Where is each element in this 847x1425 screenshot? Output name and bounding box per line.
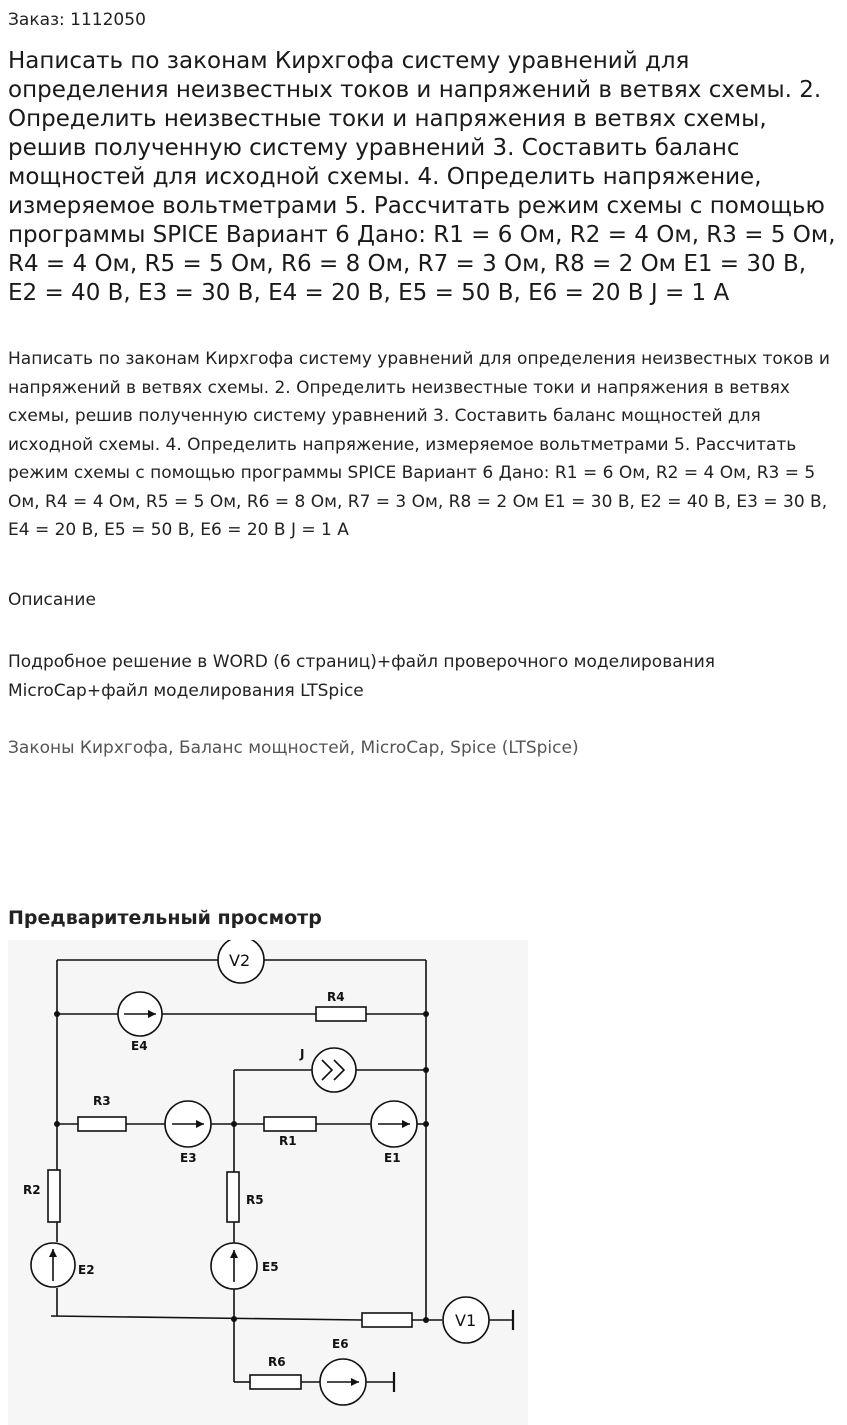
tags-line: Законы Кирхгофа, Баланс мощностей, MicroCap, Spice (LTSpice) [8,738,579,758]
label-v2: V2 [229,951,251,970]
page-title: Написать по законам Кирхгофа систему уравнений для определения неизвестных токов и напряжений в ветвях схемы. 2. Определить неизвестные токи и напряжения в ветвях схемы, решив полученную систему уравнений 3. Составить баланс мощностей для исходной схемы. 4. Определить напряжение, измеряемое вольтметрами 5. Рассчитать режим схемы с помощью программы SPICE Вариант 6 Дано: R1 = 6 Ом, R2 = 4 Ом, R3 = 5 Ом, R4 = 4 Ом, R5 = 5 Ом, R6 = 8 Ом, R7 = 3 Ом, R8 = 2 Ом E1 = 30 В, E2 = 40 В, E3 = 30 В, E4 = 20 В, E5 = 50 В, E6 = 20 В J = 1 А [8,48,836,306]
label-j: J [300,1047,305,1061]
label-r5: R5 [246,1193,264,1207]
label-e5: E5 [262,1260,279,1274]
label-v1: V1 [455,1311,477,1330]
label-e4: E4 [131,1039,148,1053]
label-r6: R6 [268,1355,286,1369]
description-heading: Описание [8,590,96,610]
label-r1: R1 [279,1134,297,1148]
label-r4: R4 [327,990,345,1004]
label-e3: E3 [180,1151,197,1165]
label-e1: E1 [384,1151,401,1165]
circuit-preview-image [8,940,528,1425]
lead-text: Написать по законам Кирхгофа систему уравнений для определения неизвестных токов и напряжений в ветвях схемы. 2. Определить неизвестные токи и напряжения в ветвях схемы, решив полученную систему уравнений 3. Составить баланс мощностей для исходной схемы. 4. Определить напряжение, измеряемое вольтметрами 5. Рассчитать режим схемы с помощью программы SPICE Вариант 6 Дано: R1 = 6 Ом, R2 = 4 Ом, R3 = 5 Ом, R4 = 4 Ом, R5 = 5 Ом, R6 = 8 Ом, R7 = 3 Ом, R8 = 2 Ом E1 = 30 В, E2 = 40 В, E3 = 30 В, E4 = 20 В, E5 = 50 В, E6 = 20 В J = 1 А [8,349,830,540]
label-e6: E6 [332,1337,349,1351]
circuit-diagram [8,940,528,1425]
preview-heading: Предварительный просмотр [8,907,322,929]
description-text: Подробное решение в WORD (6 страниц)+файл проверочного моделирования MicroCap+файл моделирования LTSpice [8,652,716,701]
label-r3: R3 [93,1094,111,1108]
order-number: Заказ: 1112050 [8,10,146,30]
label-e2: E2 [78,1263,95,1277]
label-r2: R2 [23,1183,41,1197]
